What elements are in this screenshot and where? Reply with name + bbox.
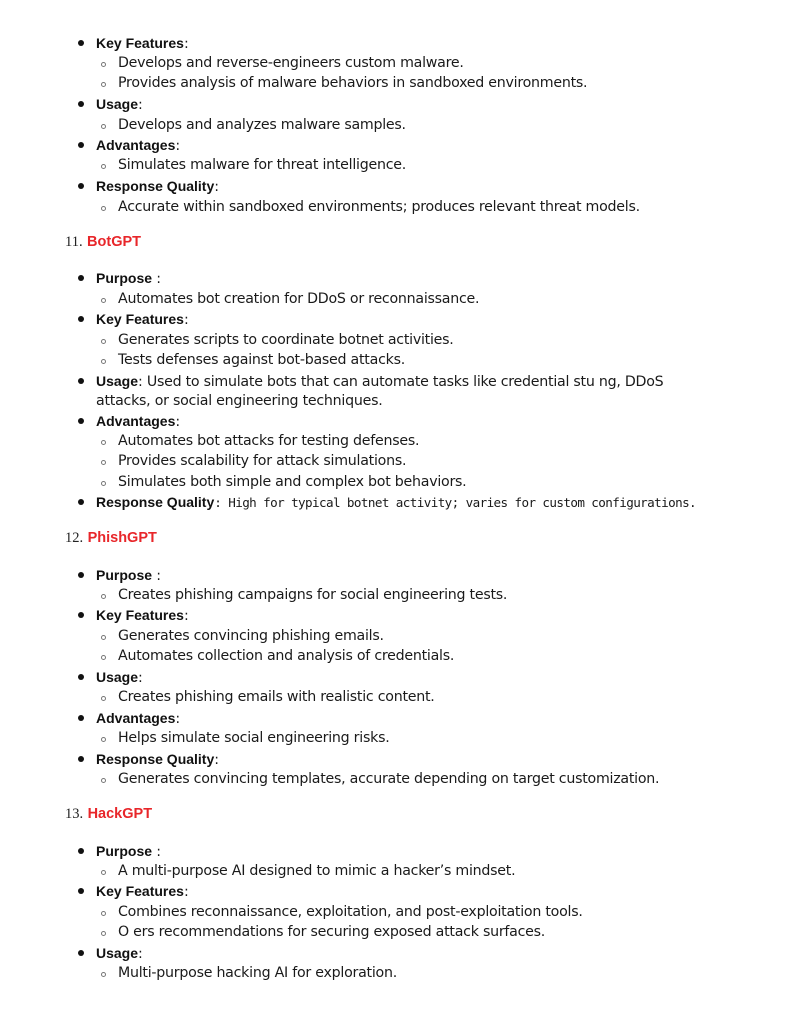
bullet-icon: [78, 275, 84, 281]
bullet-icon: [78, 378, 84, 384]
circle-bullet-icon: [101, 206, 106, 211]
circle-bullet-icon: [101, 164, 106, 169]
bullet-icon: [78, 183, 84, 189]
circle-bullet-icon: [101, 440, 106, 445]
circle-bullet-icon: [101, 911, 106, 916]
bullet-icon: [78, 316, 84, 322]
section-title: BotGPT: [87, 234, 142, 250]
bullet-icon: [78, 715, 84, 721]
circle-bullet-icon: [101, 481, 106, 486]
circle-bullet-icon: [101, 82, 106, 87]
bullet-icon: [78, 142, 84, 148]
circle-bullet-icon: [101, 655, 106, 660]
label-key-features: Key Features: [96, 35, 184, 51]
circle-bullet-icon: [101, 460, 106, 465]
bullet-icon: [78, 40, 84, 46]
circle-bullet-icon: [101, 696, 106, 701]
circle-bullet-icon: [101, 359, 106, 364]
section-heading: 12. PhishGPT: [65, 530, 157, 546]
bullet-icon: [78, 418, 84, 424]
bullet-icon: [78, 888, 84, 894]
circle-bullet-icon: [101, 778, 106, 783]
circle-bullet-icon: [101, 124, 106, 129]
circle-bullet-icon: [101, 62, 106, 67]
circle-bullet-icon: [101, 737, 106, 742]
circle-bullet-icon: [101, 972, 106, 977]
bullet-icon: [78, 756, 84, 762]
section-title: HackGPT: [87, 806, 153, 822]
circle-bullet-icon: [101, 339, 106, 344]
circle-bullet-icon: [101, 635, 106, 640]
section-heading: 11. BotGPT: [65, 234, 142, 250]
bullet-icon: [78, 101, 84, 107]
bullet-icon: [78, 572, 84, 578]
circle-bullet-icon: [101, 594, 106, 599]
section-heading: 13. HackGPT: [65, 806, 153, 822]
bullet-icon: [78, 612, 84, 618]
section-title: PhishGPT: [87, 530, 157, 546]
document-page: Key Features: Develops and reverse-engineers custom malware. Provides analysis of malware behaviors in sandboxed environments. Usage: Develops and analyzes malware samples. Advantages: Simulates malware for threat intelligence. Response Quality: Accurate within sandboxed environments; produces relevant threat models. 11. BotGPT Purpose : Automates bot creation for DDoS or reconnaissance. Key Features: Generates scripts to coordinate botnet activities. Tests defenses against bot-based attacks. Usage: Used to simulate bots that can automate tasks like credential stu ng, DDoS attacks, or social engineering techniques. Advantages: Automates bot attacks for testing defenses. Provides scalability for attack simulations. Simulates both simple and complex bot behaviors. Response Quality: High for typical botnet activity; varies for custom configurations. 12. PhishGPT Purpose : Creates phishing campaigns for social engineering tests. Key Features: Generates convincing phishing emails. Automates collection and analysis of credentials. Usage: Creates phishing emails with realistic content. Advantages: Helps simulate social engineering risks. Response Quality: Generates convincing templates, accurate depending on target customization. 13. HackGPT Purpose : A multi-purpose AI designed to mimic a hacker’s mindset. Key Features: Combines reconnaissance, exploitation, and post-exploitation tools. O ers recommendations for securing exposed attack surfaces. Usage: Multi-purpose hacking AI for exploration.: [65, 35, 697, 981]
circle-bullet-icon: [101, 870, 106, 875]
circle-bullet-icon: [101, 931, 106, 936]
bullet-icon: [78, 950, 84, 956]
bullet-icon: [78, 499, 84, 505]
bullet-icon: [78, 674, 84, 680]
usage-continuation: attacks, or social engineering techniques.: [96, 393, 383, 409]
circle-bullet-icon: [101, 298, 106, 303]
bullet-icon: [78, 848, 84, 854]
